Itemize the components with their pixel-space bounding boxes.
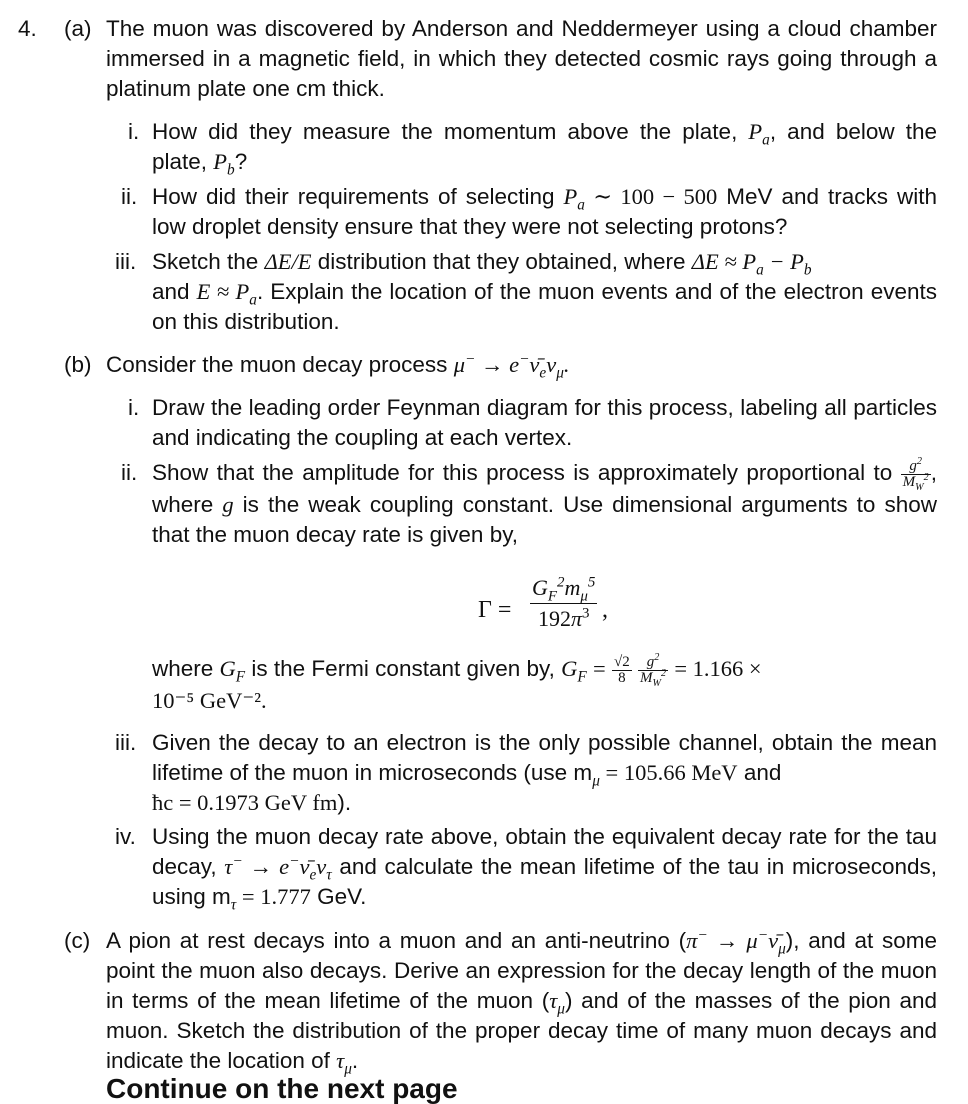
fermi-constant-text: where $G_F$ is the Fermi constant given by, $G_F$ = $\frac{√2}{8}$ $\frac{g^2}{M_W^2}$ = 1.166 × 10⁻⁵ GeV⁻².: [152, 651, 762, 713]
part-c-label: (c): [64, 928, 91, 953]
part-a-intro: The muon was discovered by Anderson and Neddermeyer using a cloud chamber immersed in a magnetic field, in which they detected cosmic rays going through a platinum plate one cm thick.: [106, 16, 937, 101]
part-b-label: (b): [64, 352, 92, 377]
part-a-ii-text: How did their requirements of selecting $P_a$ ∼ 100 − 500 MeV and tracks with low droplet density ensure that they were not selecting protons?: [152, 184, 937, 239]
part-a-i-text: How did they measure the momentum above the plate, $P_a$, and below the plate, $P_b$?: [152, 119, 937, 179]
part-b-ii-text: Show that the amplitude for this process is approximately proportional to $\frac{g^2}{M_W^2}$ , where g is the weak coupling constant. Use dimensional arguments to show that the muon decay rate is given by,: [152, 455, 937, 547]
part-a-i-label: i.: [128, 119, 140, 144]
part-b-i-text: Draw the leading order Feynman diagram for this process, labeling all particles and indicating the coupling at each vertex.: [152, 395, 937, 450]
part-a-iii-text: Sketch the ΔE/E distribution that they obtained, where $\Delta E \approx P_a - P_b$ and $E \approx P_a$. Explain the location of the muon events and of the electron events on this distribution.: [152, 249, 937, 334]
part-b-iv-label: iv.: [115, 824, 136, 849]
part-b-intro: Consider the muon decay process $\mu^- \to e^-\nū_e\nu_\mu$.: [106, 350, 570, 382]
part-b-iv-text: Using the muon decay rate above, obtain the equivalent decay rate for the tau decay, $\tau^- \to e^-\nū_e\nu_\tau$ and calculate the mean lifetime of the tau in microseconds, using $m_\tau = 1.777$ GeV.: [152, 824, 937, 914]
part-b-iii-text: Given the decay to an electron is the only possible channel, obtain the mean lifetime of the muon in microseconds (use $m_\mu = 105.66$ MeV and ħc = 0.1973 GeV fm).: [152, 730, 937, 815]
question-number: 4.: [18, 16, 37, 41]
part-c-text: A pion at rest decays into a muon and an anti-neutrino $(\pi^- \to \mu^-\nū_\mu)$, and at some point the muon also decays. Derive an expression for the decay length of the muon in terms of the mean lifetime of the muon $(\tau_\mu)$ and of the masses of the pion and muon. Sketch the distribution of the proper decay time of many muon decays and indicate the location of $\tau_\mu$.: [106, 926, 938, 1078]
part-b-i-label: i.: [128, 395, 140, 420]
part-b-iii-label: iii.: [115, 730, 137, 755]
part-a-label: (a): [64, 16, 92, 41]
part-b-ii-label: ii.: [121, 460, 138, 485]
part-a-ii-label: ii.: [121, 184, 138, 209]
part-a-iii-label: iii.: [115, 249, 137, 274]
cutoff-heading: Continue on the next page: [106, 1073, 458, 1104]
decay-rate-equation: Γ = $\frac{G_F^2m_\mu^5}{192\pi^3}$ ,: [478, 574, 608, 631]
